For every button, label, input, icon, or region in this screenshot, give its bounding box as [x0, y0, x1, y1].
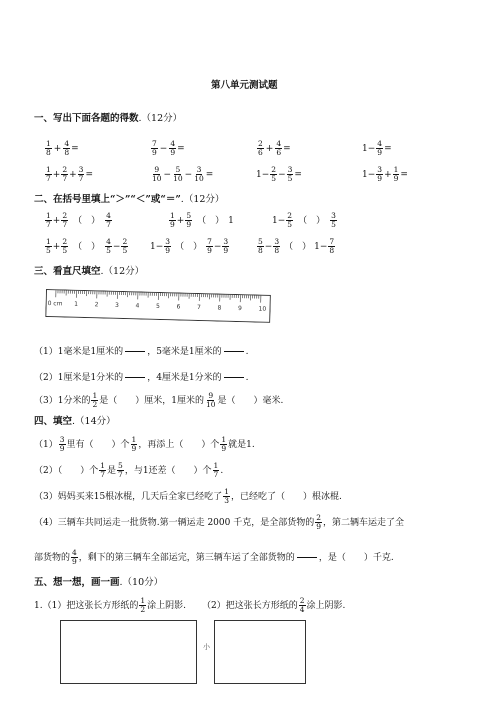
ruler-label: 7 — [196, 303, 201, 312]
answer-blank[interactable] — [297, 548, 317, 567]
section-4-heading: 四、填空.（14分） — [34, 416, 116, 427]
ruler-label: 4 — [135, 302, 140, 310]
s4-q1: （1） $\frac{3}{9}$ 里有（ ）个 $\frac{1}{9}$ ，再添上（ ）个 $\frac{1}{9}$ 就是1. — [34, 435, 255, 453]
ruler-image — [45, 289, 271, 323]
s4-q4-line2: 部货物的 $\frac{4}{9}$ ，剩下的第三辆车全部运完，第三辆车运了全部货物的 ，是（ ）千克. — [34, 548, 394, 566]
rectangle-paper-1[interactable] — [60, 620, 197, 684]
ruler-label: 0 cm — [47, 300, 63, 308]
s1-eq-6: $\frac{9}{10}$ − $\frac{5}{10}$ − $\frac{3}{10}$ = — [152, 165, 214, 183]
ruler-label: 9 — [237, 305, 242, 313]
s1-eq-4: 1− $\frac{4}{9}$ = — [362, 139, 392, 157]
s4-q2: （2）（ ）个 $\frac{1}{7}$ 是 $\frac{5}{7}$ ，与1还差（ ）个 $\frac{1}{7}$ . — [34, 461, 224, 479]
rectangle-paper-2[interactable] — [214, 620, 306, 684]
section-3-heading: 三、看直尺填空.（12分） — [34, 266, 145, 277]
s2-cmp-4: $\frac{1}{5}$ + $\frac{2}{5}$ （ ） $\frac{4}{5}$ − $\frac{2}{5}$ — [46, 237, 128, 255]
s1-eq-8: 1− $\frac{3}{9}$ + $\frac{1}{9}$ = — [362, 165, 408, 183]
s4-q4-line1: （4）三辆车共同运走一批货物.第一辆运走 2000 千克，是全部货物的 $\frac{2}{9}$ ，第二辆车运走了全 — [34, 513, 405, 531]
answer-blank[interactable] — [224, 342, 244, 361]
ruler-label: 10 — [258, 305, 267, 313]
s2-cmp-2: $\frac{1}{9}$ + $\frac{5}{9}$ （ ） 1 — [170, 211, 234, 229]
s4-q3: （3）妈妈买来15根冰棍，几天后全家已经吃了 $\frac{1}{3}$ ，已经吃了（ ）根冰棍. — [34, 487, 342, 505]
answer-blank[interactable] — [125, 368, 145, 387]
s2-cmp-3: 1− $\frac{2}{5}$ （ ） $\frac{3}{5}$ — [272, 211, 336, 229]
ruler-label: 8 — [217, 304, 222, 312]
ruler-label: 5 — [155, 302, 161, 310]
answer-blank[interactable] — [125, 342, 145, 361]
margin-mark: 小 — [203, 643, 210, 651]
s1-eq-1: $\frac{1}{8}$ + $\frac{4}{8}$ = — [46, 139, 79, 157]
s1-eq-3: $\frac{2}{6}$ + $\frac{4}{6}$ = — [258, 139, 291, 157]
ruler-label: 6 — [176, 303, 181, 311]
s3-q2: （2）1厘米是1分米的 ，4厘米是1分米的 . — [34, 368, 249, 387]
s3-q1: （1）1毫米是1厘米的 ，5毫米是1厘米的 . — [34, 342, 249, 361]
s3-q3: （3）1分米的 $\frac{1}{2}$ 是（ ）厘米，1厘米的 $\frac{9}{10}$ 是（ ）毫米. — [34, 391, 284, 409]
s1-eq-7: 1− $\frac{2}{5}$ − $\frac{3}{5}$ = — [256, 165, 302, 183]
s2-cmp-6: $\frac{5}{8}$ − $\frac{3}{8}$ （ ） 1− $\frac{7}{8}$ — [258, 237, 335, 255]
s2-cmp-1: $\frac{1}{7}$ + $\frac{2}{7}$ （ ） $\frac{4}{7}$ — [46, 211, 111, 229]
section-5-heading: 五、想一想，画一画.（10分） — [34, 577, 164, 588]
ruler-label: 2 — [94, 301, 99, 309]
s2-cmp-5: 1− $\frac{3}{9}$ （ ） $\frac{7}{9}$ − $\frac{3}{9}$ — [150, 237, 229, 255]
page-title: 第八单元测试题 — [211, 80, 278, 91]
ruler-svg — [45, 289, 271, 323]
answer-blank[interactable] — [224, 368, 244, 387]
ruler-label: 1 — [74, 300, 79, 308]
section-1-heading: 一、写出下面各题的得数.（12分） — [34, 113, 183, 124]
s5-q1: 1.（1）把这张长方形纸的 $\frac{1}{2}$ 涂上阴影. （2）把这张长方形纸的 $\frac{2}{4}$ 涂上阴影. — [34, 596, 346, 614]
ruler-label: 3 — [115, 301, 120, 309]
section-2-heading: 二、在括号里填上“＞”“＜”或“＝”.（12分） — [34, 194, 225, 205]
s1-eq-2: $\frac{7}{9}$ − $\frac{4}{9}$ = — [152, 139, 185, 157]
s1-eq-5: $\frac{1}{7}$ + $\frac{2}{7}$ + $\frac{3}{7}$ = — [46, 165, 93, 183]
